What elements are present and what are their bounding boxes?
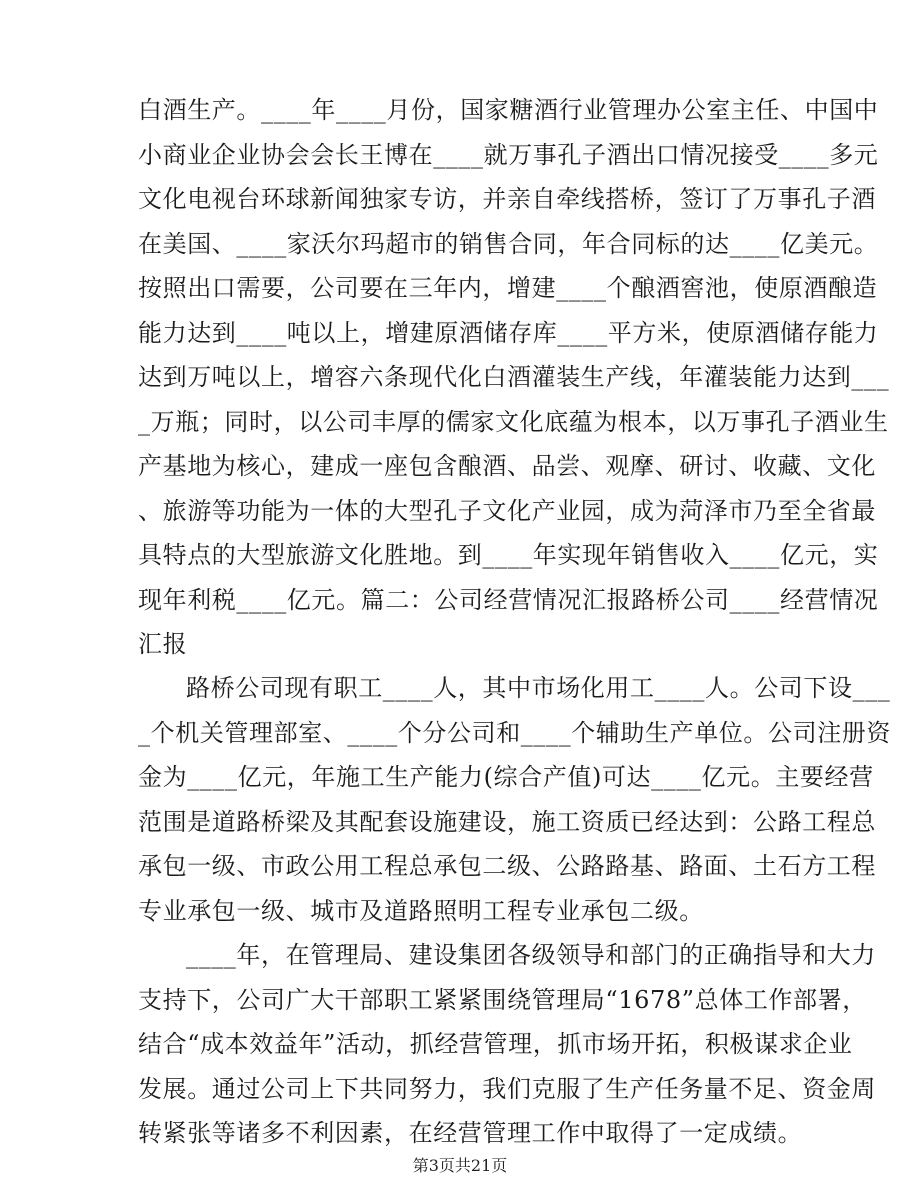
text-line: 结合“成本效益年”活动，抓经营管理，抓市场开拓，积极谋求企业 [138, 1030, 853, 1058]
text-line: 能力达到____吨以上，增建原酒储存库____平方米，使原酒储存能力 [138, 319, 879, 347]
text-line: 汇报 [138, 630, 188, 658]
text-line: _万瓶；同时，以公司丰厚的儒家文化底蕴为根本，以万事孔子酒业生 [138, 408, 889, 436]
text-line: 现年利税____亿元。篇二：公司经营情况汇报路桥公司____经营情况 [138, 586, 879, 614]
text-line: _个机关管理部室、____个分公司和____个辅助生产单位。公司注册资 [138, 719, 891, 747]
text-line: 发展。通过公司上下共同努力，我们克服了生产任务量不足、资金周 [138, 1075, 876, 1103]
text-line: 支持下，公司广大干部职工紧紧围绕管理局“1678”总体工作部署， [138, 986, 867, 1014]
text-line: 、旅游等功能为一体的大型孔子文化产业园，成为菏泽市乃至全省最 [138, 497, 876, 525]
paragraph-first-line: 路桥公司现有职工____人，其中市场化用工____人。公司下设___ [186, 674, 891, 702]
text-line: 具特点的大型旅游文化胜地。到____年实现年销售收入____亿元，实 [138, 541, 879, 569]
text-line: 达到万吨以上，增容六条现代化白酒灌装生产线，年灌装能力达到___ [138, 363, 890, 391]
text-line: 范围是道路桥梁及其配套设施建设，施工资质已经达到：公路工程总 [138, 808, 876, 836]
text-line: 金为____亿元，年施工生产能力(综合产值)可达____亿元。主要经营 [138, 763, 874, 791]
page-number-footer: 第3页共21页 [412, 1156, 508, 1175]
text-line: 按照出口需要，公司要在三年内，增建____个酿酒窖池，使原酒酿造 [138, 274, 878, 302]
text-line: 产基地为核心，建成一座包含酿酒、品尝、观摩、研讨、收藏、文化 [138, 452, 876, 480]
paragraph-first-line: ____年，在管理局、建设集团各级领导和部门的正确指导和大力 [186, 941, 876, 969]
text-line: 文化电视台环球新闻独家专访，并亲自牵线搭桥，签订了万事孔子酒 [138, 185, 876, 213]
text-line: 白酒生产。____年____月份，国家糖酒行业管理办公室主任、中国中 [138, 96, 879, 124]
text-line: 小商业企业协会会长王博在____就万事孔子酒出口情况接受____多元 [138, 141, 879, 169]
text-line: 转紧张等诸多不利因素，在经营管理工作中取得了一定成绩。 [138, 1119, 803, 1147]
text-line: 在美国、____家沃尔玛超市的销售合同，年合同标的达____亿美元。 [138, 230, 879, 258]
text-line: 专业承包一级、城市及道路照明工程专业承包二级。 [138, 897, 704, 925]
text-line: 承包一级、市政公用工程总承包二级、公路路基、路面、土石方工程 [138, 852, 876, 880]
